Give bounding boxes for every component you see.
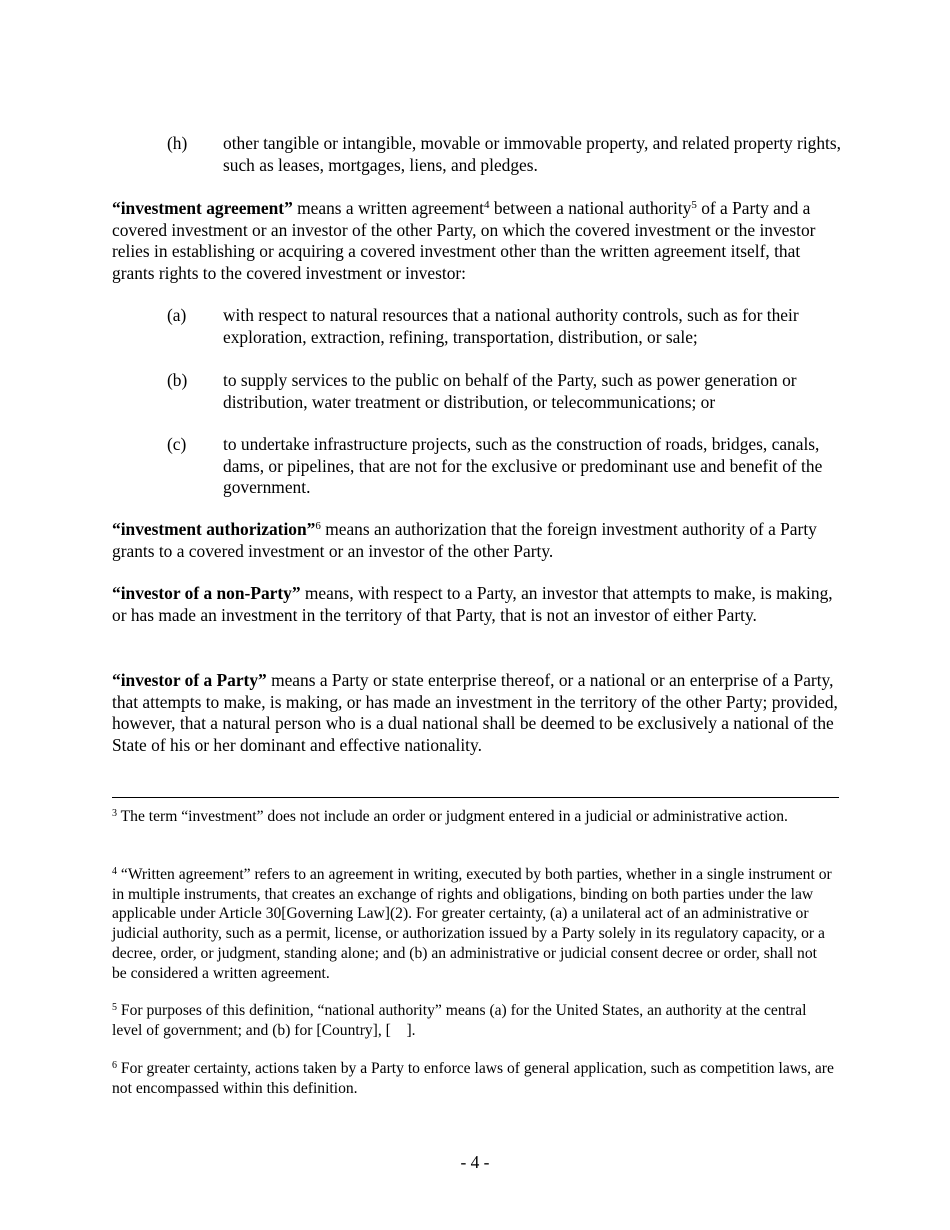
footnote-5: $^5$ For purposes of this definition, “national authority” means (a) for the United States, an authority at the central level of government; and (b) for [Country], [ ].: [112, 1002, 811, 1039]
footnote-separator: [112, 797, 839, 798]
item-text: other tangible or intangible, movable or immovable property, and related property rights, such as leases, mortgages, liens, and pledges.: [223, 133, 841, 175]
item-text: to undertake infrastructure projects, such as the construction of roads, bridges, canals, dams, or pipelines, that are not for the exclusive or predominant use and benefit of the government.: [223, 434, 823, 498]
footnote-number: 4: [112, 866, 117, 877]
item-label: (b): [167, 370, 188, 390]
footnote-number: 5: [112, 1002, 117, 1013]
defined-term: “investment authorization”: [112, 519, 316, 539]
footnote-3: $^3$ The term “investment” does not include an order or judgment entered in a judicial or administrative action.: [112, 808, 788, 825]
list-item-b: [167, 370, 847, 413]
definition-investment-authorization: “investment authorization”$^6$ means an authorization that the foreign investment authority of a Party grants to a covered investment or an investor of the other Party.: [112, 519, 817, 561]
item-text: with respect to natural resources that a national authority controls, such as for their exploration, extraction, refining, transportation, distribution, or sale;: [223, 305, 799, 347]
item-label: (a): [167, 305, 187, 325]
footnote-number: 3: [112, 808, 117, 819]
defined-term: “investment agreement”: [112, 198, 293, 218]
definition-investor-of-party: “investor of a Party” means a Party or state enterprise thereof, or a national or an enterprise of a Party, that attempts to make, is making, or has made an investment in the territory of the other Party; provided, however, that a natural person who is a dual national shall be deemed to be exclusively a national of the State of his or her dominant and effective nationality.: [112, 670, 838, 755]
footnote-ref-6[interactable]: 6: [315, 520, 321, 532]
footnote-6: $^6$ For greater certainty, actions taken by a Party to enforce laws of general application, such as competition laws, are not encompassed within this definition.: [112, 1060, 834, 1097]
defined-term: “investor of a Party”: [112, 670, 267, 690]
footnote-ref-4[interactable]: 4: [484, 199, 490, 211]
footnote-4: $^4$ “Written agreement” refers to an agreement in writing, executed by both parties, whether in a single instrument or in multiple instruments, that creates an exchange of rights and obligations, binding on both parties under the law applicable under Article 30[Governing Law](2). For greater certainty, (a) a unilateral act of an administrative or judicial authority, such as a permit, license, or authorization issued by a Party solely in its regulatory capacity, or a decree, order, or judgment, standing alone; and (b) an administrative or judicial consent decree or order, shall not be considered a written agreement.: [112, 866, 832, 982]
list-item-c: [167, 434, 847, 499]
item-label: (h): [167, 133, 188, 153]
defined-term: “investor of a non-Party”: [112, 583, 301, 603]
footnote-number: 6: [112, 1060, 117, 1071]
footnote-ref-5[interactable]: 5: [691, 199, 697, 211]
list-item-a: [167, 305, 847, 348]
definition-investment-agreement: “investment agreement” means a written agreement$^4$ between a national authority$^5$ of a Party and a covered investment or an investor of the other Party, on which the covered investment or the investor relies in establishing or acquiring a covered investment other than the written agreement itself, that grants rights to the covered investment or investor:: [112, 198, 816, 283]
list-item-h: [167, 133, 847, 176]
item-label: (c): [167, 434, 187, 454]
item-text: to supply services to the public on behalf of the Party, such as power generation or distribution, water treatment or distribution, or telecommunications; or: [223, 370, 797, 412]
definition-investor-non-party: “investor of a non-Party” means, with respect to a Party, an investor that attempts to make, is making, or has made an investment in the territory of that Party, that is not an investor of either Party.: [112, 583, 833, 625]
page-number: - 4 -: [460, 1152, 490, 1172]
